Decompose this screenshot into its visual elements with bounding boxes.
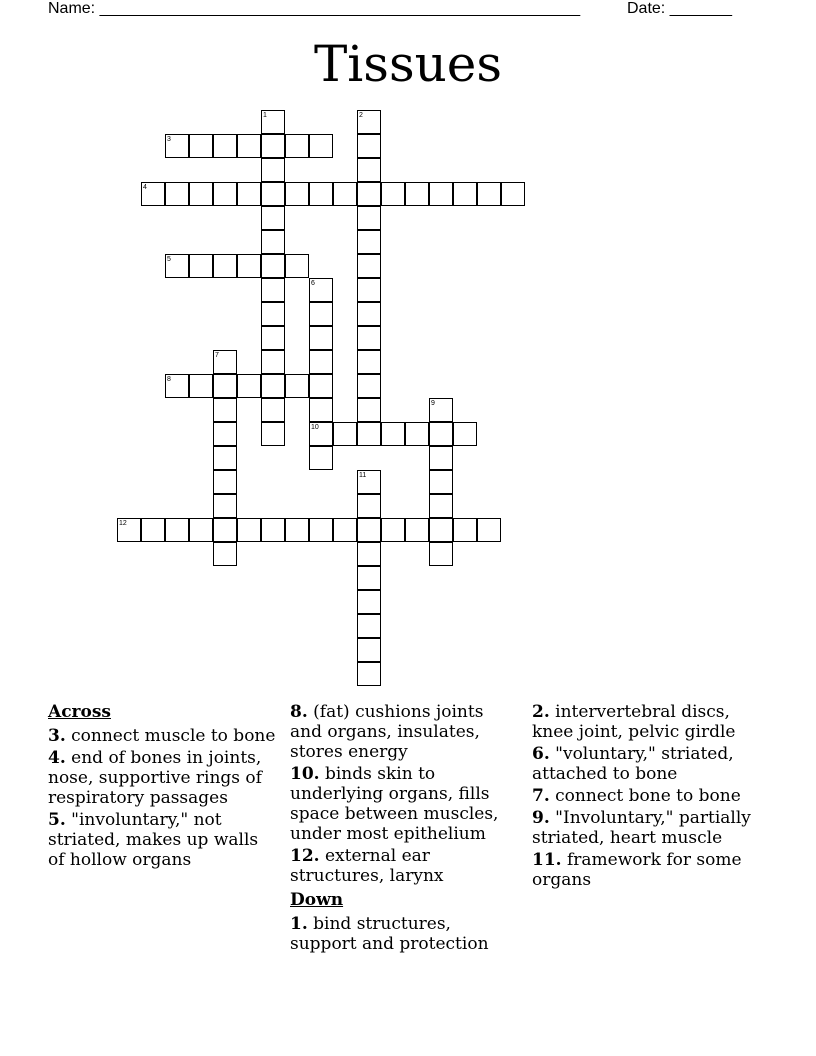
crossword-cell[interactable] bbox=[357, 182, 381, 206]
crossword-cell[interactable] bbox=[357, 374, 381, 398]
clue-number: 10 bbox=[311, 424, 319, 431]
crossword-cell[interactable] bbox=[357, 470, 381, 494]
clue-number: 5 bbox=[167, 256, 171, 263]
clue-text: connect muscle to bone bbox=[65, 726, 276, 746]
clue-number: 9 bbox=[431, 400, 435, 407]
crossword-cell[interactable] bbox=[309, 302, 333, 326]
crossword-cell[interactable] bbox=[309, 518, 333, 542]
crossword-cell[interactable] bbox=[429, 518, 453, 542]
clue-text: binds skin to underlying organs, fills space between muscles, under most epithelium bbox=[290, 764, 499, 844]
clue-item bbox=[532, 786, 768, 806]
crossword-cell[interactable] bbox=[477, 518, 501, 542]
clue-text: intervertebral discs, knee joint, pelvic girdle bbox=[532, 702, 736, 742]
clue-item bbox=[290, 846, 518, 886]
crossword-cell[interactable] bbox=[405, 182, 429, 206]
crossword-cell[interactable] bbox=[309, 350, 333, 374]
clue-number-label: 4. bbox=[48, 748, 66, 768]
clue-item bbox=[48, 810, 276, 870]
clue-item bbox=[290, 702, 518, 762]
crossword-cell[interactable] bbox=[357, 542, 381, 566]
crossword-cell[interactable] bbox=[213, 446, 237, 470]
crossword-cell[interactable] bbox=[429, 398, 453, 422]
crossword-cell[interactable] bbox=[309, 446, 333, 470]
clue-number-label: 3. bbox=[48, 726, 66, 746]
crossword-cell[interactable] bbox=[357, 302, 381, 326]
clue-text: bind structures, support and protection bbox=[290, 914, 489, 954]
crossword-cell[interactable] bbox=[213, 518, 237, 542]
crossword-cell[interactable] bbox=[213, 398, 237, 422]
clue-item bbox=[532, 850, 768, 890]
crossword-cell[interactable] bbox=[141, 518, 165, 542]
crossword-cell[interactable] bbox=[357, 422, 381, 446]
crossword-cell[interactable] bbox=[357, 230, 381, 254]
crossword-cell[interactable] bbox=[261, 350, 285, 374]
crossword-cell[interactable] bbox=[261, 278, 285, 302]
crossword-cell[interactable] bbox=[405, 422, 429, 446]
clue-number: 3 bbox=[167, 136, 171, 143]
clue-number-label: 12. bbox=[290, 846, 320, 866]
crossword-cell[interactable] bbox=[141, 182, 165, 206]
crossword-cell[interactable] bbox=[429, 422, 453, 446]
crossword-cell[interactable] bbox=[261, 230, 285, 254]
clue-number: 11 bbox=[359, 472, 367, 479]
clue-number: 2 bbox=[359, 112, 363, 119]
crossword-cell[interactable] bbox=[285, 254, 309, 278]
clues-column-2 bbox=[290, 702, 518, 956]
crossword-cell[interactable] bbox=[165, 134, 189, 158]
crossword-cell[interactable] bbox=[189, 182, 213, 206]
crossword-cell[interactable] bbox=[213, 470, 237, 494]
clue-item bbox=[532, 702, 768, 742]
clue-number-label: 6. bbox=[532, 744, 550, 764]
crossword-cell[interactable] bbox=[213, 350, 237, 374]
clue-number-label: 9. bbox=[532, 808, 550, 828]
crossword-cell[interactable] bbox=[261, 326, 285, 350]
crossword-cell[interactable] bbox=[357, 398, 381, 422]
clues-column-1 bbox=[48, 702, 276, 872]
crossword-cell[interactable] bbox=[357, 326, 381, 350]
crossword-cell[interactable] bbox=[429, 542, 453, 566]
down-heading: Down bbox=[290, 890, 344, 910]
across-clue-list-continued bbox=[290, 702, 518, 886]
clue-number-label: 7. bbox=[532, 786, 550, 806]
crossword-cell[interactable] bbox=[261, 422, 285, 446]
crossword-cell[interactable] bbox=[261, 182, 285, 206]
crossword-cell[interactable] bbox=[285, 134, 309, 158]
clue-text: "Involuntary," partially striated, heart muscle bbox=[532, 808, 751, 848]
clue-number: 12 bbox=[119, 520, 127, 527]
crossword-cell[interactable] bbox=[309, 374, 333, 398]
crossword-cell[interactable] bbox=[357, 254, 381, 278]
crossword-cell[interactable] bbox=[261, 206, 285, 230]
clue-text: external ear structures, larynx bbox=[290, 846, 444, 886]
crossword-cell[interactable] bbox=[309, 278, 333, 302]
crossword-cell[interactable] bbox=[357, 494, 381, 518]
crossword-cell[interactable] bbox=[189, 518, 213, 542]
crossword-cell[interactable] bbox=[213, 542, 237, 566]
crossword-cell[interactable] bbox=[237, 182, 261, 206]
crossword-cell[interactable] bbox=[357, 590, 381, 614]
clue-item bbox=[290, 914, 518, 954]
clue-number: 7 bbox=[215, 352, 219, 359]
clue-text: end of bones in joints, nose, supportive rings of respiratory passages bbox=[48, 748, 262, 808]
crossword-cell[interactable] bbox=[429, 182, 453, 206]
page-title: Tissues bbox=[313, 35, 503, 93]
crossword-cell[interactable] bbox=[381, 518, 405, 542]
clue-number-label: 1. bbox=[290, 914, 308, 934]
crossword-cell[interactable] bbox=[261, 158, 285, 182]
crossword-cell[interactable] bbox=[261, 518, 285, 542]
crossword-cell[interactable] bbox=[237, 518, 261, 542]
crossword-cell[interactable] bbox=[165, 374, 189, 398]
clue-number-label: 11. bbox=[532, 850, 562, 870]
crossword-cell[interactable] bbox=[309, 182, 333, 206]
clue-number: 6 bbox=[311, 280, 315, 287]
crossword-cell[interactable] bbox=[309, 326, 333, 350]
crossword-cell[interactable] bbox=[357, 110, 381, 134]
crossword-cell[interactable] bbox=[213, 422, 237, 446]
crossword-cell[interactable] bbox=[285, 518, 309, 542]
crossword-cell[interactable] bbox=[357, 134, 381, 158]
clue-text: (fat) cushions joints and organs, insulates, stores energy bbox=[290, 702, 484, 762]
crossword-cell[interactable] bbox=[357, 662, 381, 686]
crossword-cell[interactable] bbox=[333, 422, 357, 446]
crossword-cell[interactable] bbox=[333, 182, 357, 206]
crossword-cell[interactable] bbox=[309, 398, 333, 422]
crossword-cell[interactable] bbox=[237, 374, 261, 398]
crossword-cell[interactable] bbox=[357, 614, 381, 638]
clue-text: connect bone to bone bbox=[549, 786, 741, 806]
crossword-cell[interactable] bbox=[381, 182, 405, 206]
clues-column-3 bbox=[532, 702, 768, 892]
crossword-cell[interactable] bbox=[285, 182, 309, 206]
crossword-cell[interactable] bbox=[309, 422, 333, 446]
crossword-cell[interactable] bbox=[453, 182, 477, 206]
crossword-cell[interactable] bbox=[453, 518, 477, 542]
down-clue-list bbox=[290, 914, 518, 954]
crossword-cell[interactable] bbox=[357, 206, 381, 230]
crossword-cell[interactable] bbox=[357, 638, 381, 662]
crossword-cell[interactable] bbox=[477, 182, 501, 206]
clue-item bbox=[290, 764, 518, 844]
clue-number-label: 8. bbox=[290, 702, 308, 722]
across-clue-list bbox=[48, 726, 276, 870]
crossword-cell[interactable] bbox=[189, 254, 213, 278]
clue-text: framework for some organs bbox=[532, 850, 742, 890]
clue-number: 4 bbox=[143, 184, 147, 191]
crossword-cell[interactable] bbox=[261, 398, 285, 422]
crossword-cell[interactable] bbox=[165, 182, 189, 206]
crossword-cell[interactable] bbox=[261, 134, 285, 158]
crossword-cell[interactable] bbox=[261, 110, 285, 134]
clue-number: 1 bbox=[263, 112, 267, 119]
crossword-cell[interactable] bbox=[381, 422, 405, 446]
crossword-cell[interactable] bbox=[429, 494, 453, 518]
crossword-cell[interactable] bbox=[165, 254, 189, 278]
crossword-cell[interactable] bbox=[501, 182, 525, 206]
crossword-cell[interactable] bbox=[357, 158, 381, 182]
clue-number-label: 2. bbox=[532, 702, 550, 722]
crossword-cell[interactable] bbox=[189, 134, 213, 158]
clue-number-label: 5. bbox=[48, 810, 66, 830]
crossword-cell[interactable] bbox=[261, 374, 285, 398]
crossword-cell[interactable] bbox=[237, 254, 261, 278]
clue-number-label: 10. bbox=[290, 764, 320, 784]
crossword-cell[interactable] bbox=[261, 254, 285, 278]
crossword-cell[interactable] bbox=[357, 278, 381, 302]
crossword-cell[interactable] bbox=[429, 470, 453, 494]
date-field-label[interactable]: Date: _______ bbox=[627, 0, 732, 17]
clue-text: "involuntary," not striated, makes up walls of hollow organs bbox=[48, 810, 259, 870]
clue-item bbox=[532, 808, 768, 848]
crossword-cell[interactable] bbox=[213, 182, 237, 206]
crossword-cell[interactable] bbox=[237, 134, 261, 158]
crossword-cell[interactable] bbox=[405, 518, 429, 542]
crossword-cell[interactable] bbox=[333, 518, 357, 542]
crossword-cell[interactable] bbox=[357, 566, 381, 590]
crossword-cell[interactable] bbox=[309, 134, 333, 158]
crossword-cell[interactable] bbox=[213, 494, 237, 518]
clue-text: "voluntary," striated, attached to bone bbox=[532, 744, 734, 784]
clue-item bbox=[48, 748, 276, 808]
name-field-label[interactable]: Name: ______________________________________________________ bbox=[48, 0, 581, 17]
crossword-cell[interactable] bbox=[117, 518, 141, 542]
crossword-cell[interactable] bbox=[357, 350, 381, 374]
crossword-cell[interactable] bbox=[429, 446, 453, 470]
clue-number: 8 bbox=[167, 376, 171, 383]
crossword-cell[interactable] bbox=[261, 302, 285, 326]
clue-item bbox=[532, 744, 768, 784]
crossword-cell[interactable] bbox=[357, 518, 381, 542]
crossword-cell[interactable] bbox=[453, 422, 477, 446]
crossword-cell[interactable] bbox=[285, 374, 309, 398]
crossword-cell[interactable] bbox=[213, 134, 237, 158]
crossword-cell[interactable] bbox=[165, 518, 189, 542]
down-clue-list-continued bbox=[532, 702, 768, 890]
crossword-cell[interactable] bbox=[189, 374, 213, 398]
crossword-cell[interactable] bbox=[213, 374, 237, 398]
crossword-cell[interactable] bbox=[213, 254, 237, 278]
across-heading: Across bbox=[48, 702, 111, 722]
clue-item bbox=[48, 726, 276, 746]
